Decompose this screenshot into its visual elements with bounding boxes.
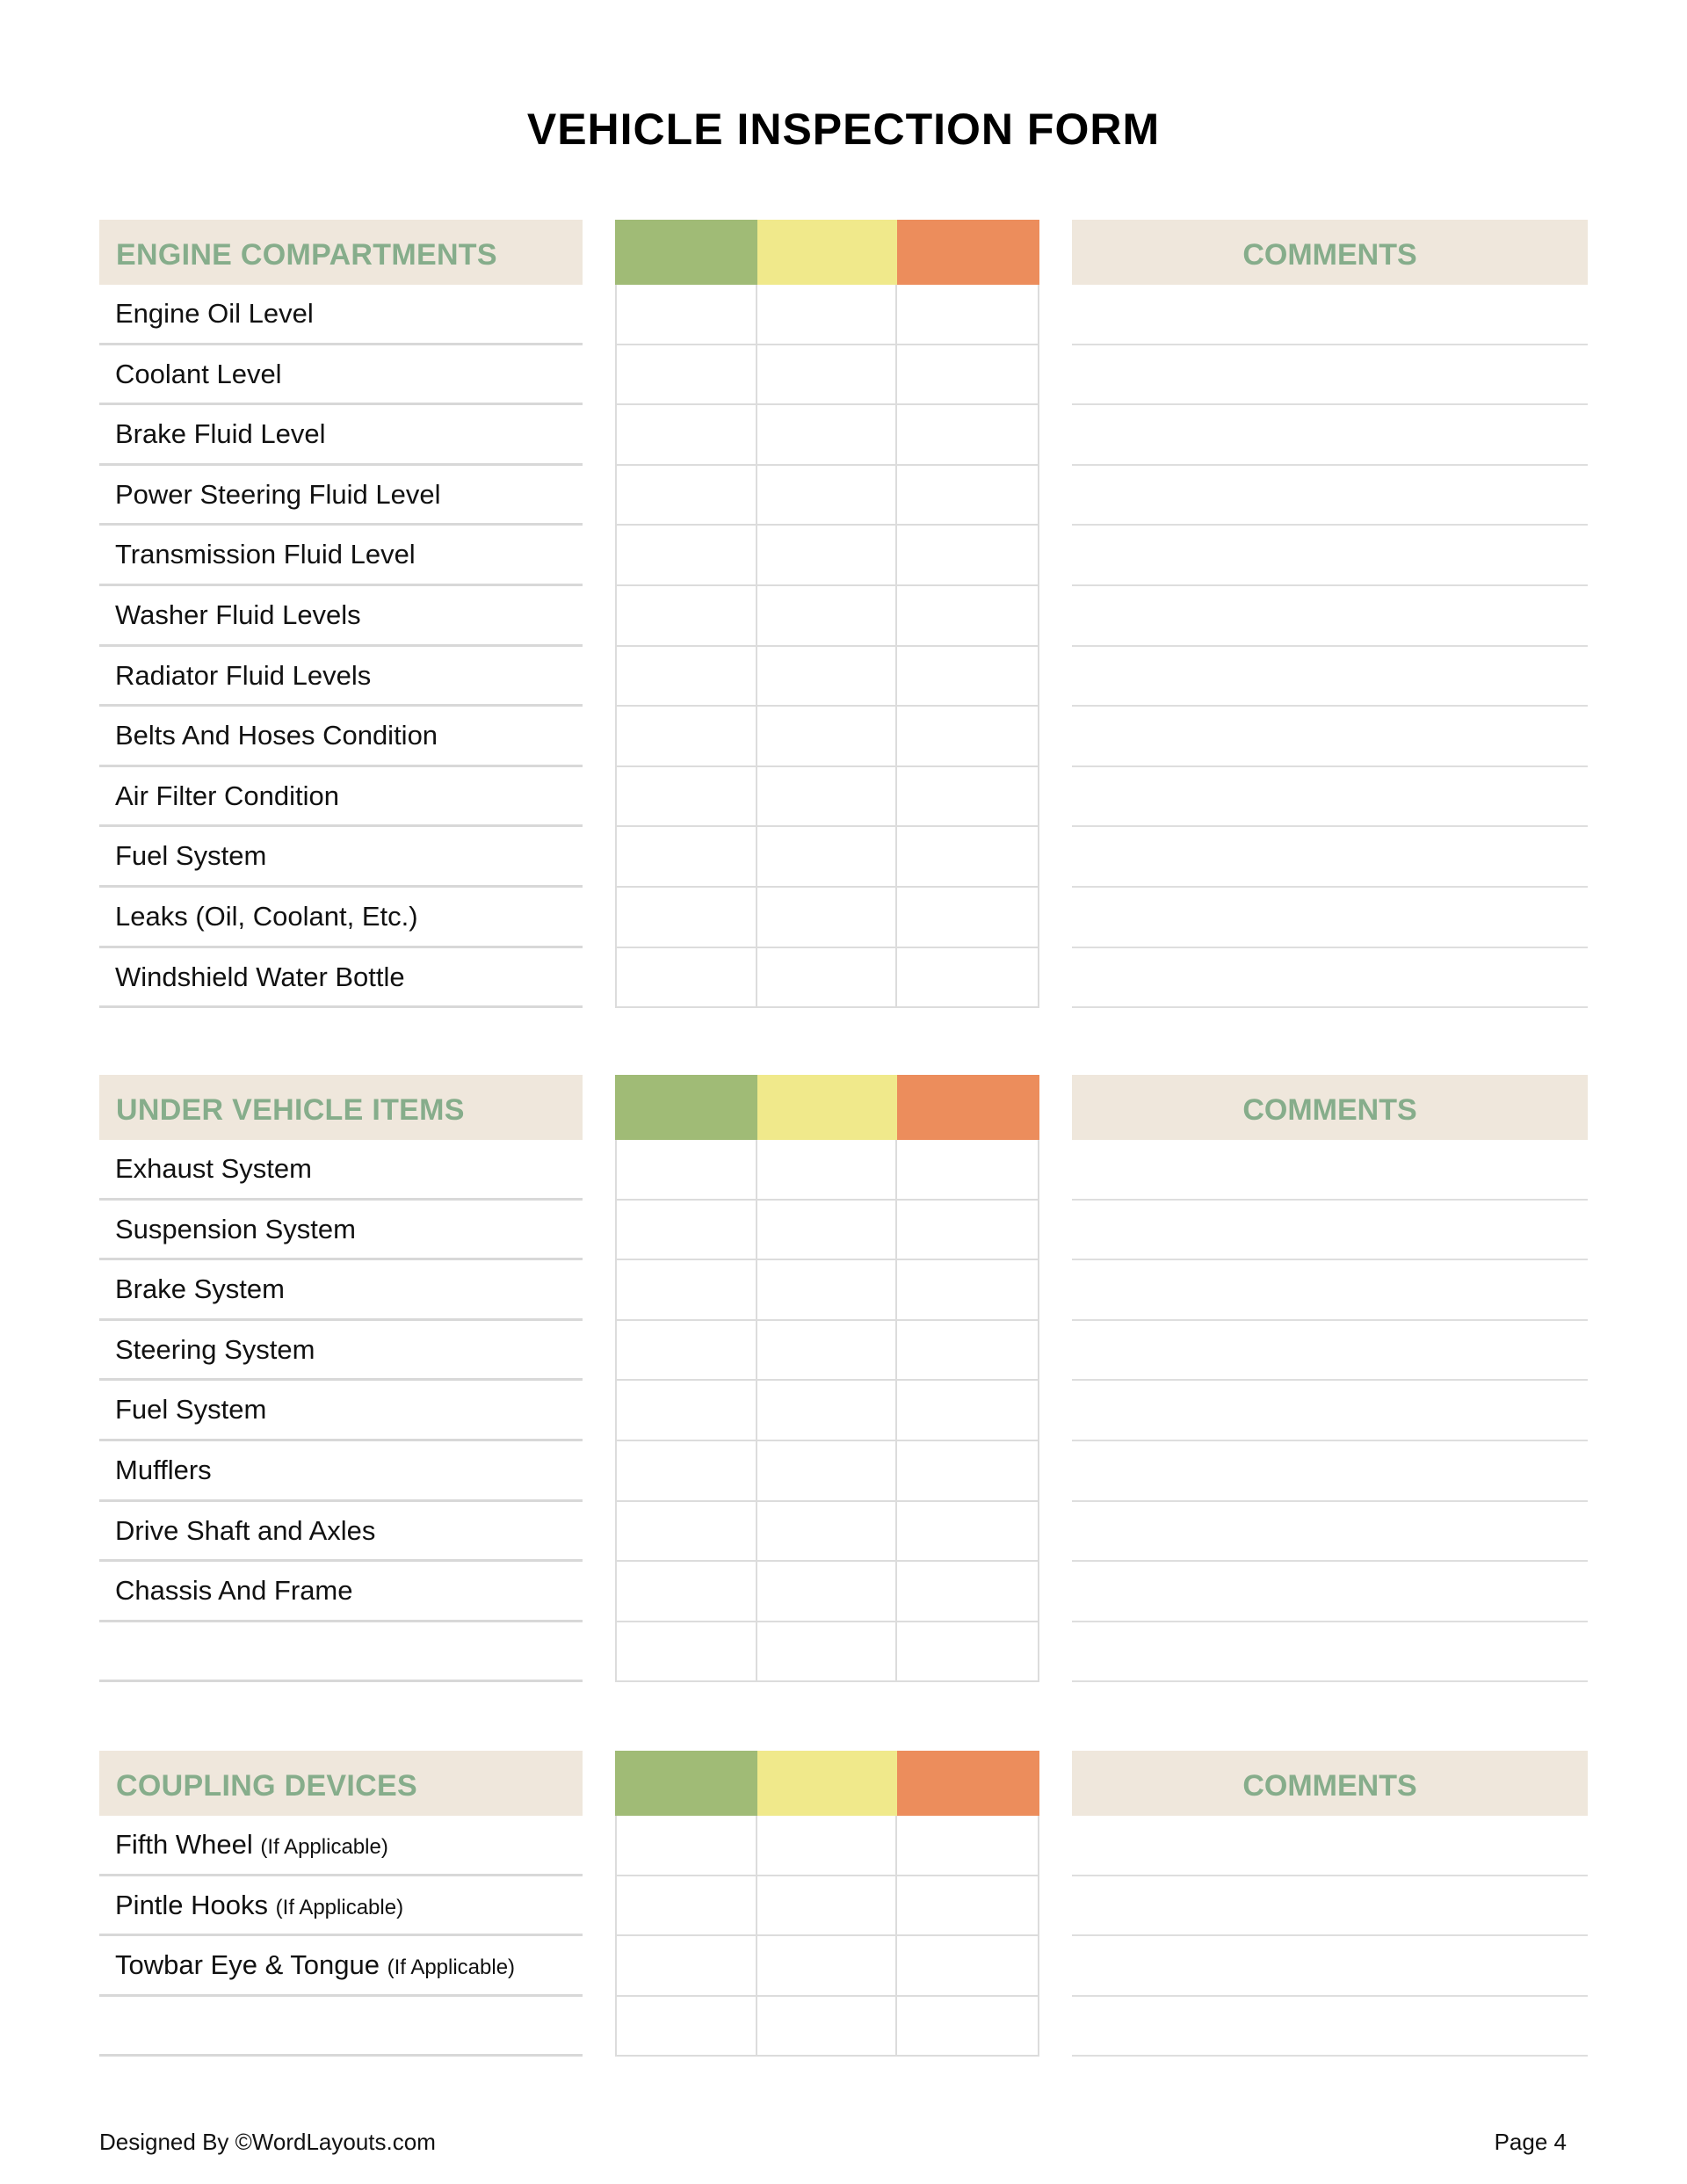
- section-heading-label: UNDER VEHICLE ITEMS: [116, 1093, 465, 1127]
- item-name: Towbar Eye & Tongue: [115, 1949, 380, 1981]
- status-fair-checkbox[interactable]: [757, 1260, 897, 1321]
- status-fair-checkbox[interactable]: [757, 466, 897, 526]
- item-name: Steering System: [115, 1333, 315, 1365]
- status-good-checkbox[interactable]: [615, 1562, 757, 1622]
- status-good-checkbox[interactable]: [615, 1260, 757, 1321]
- item-label: [115, 1455, 212, 1486]
- table-row: [0, 1441, 1687, 1502]
- item-label: [115, 1829, 388, 1861]
- status-fair-checkbox[interactable]: [757, 1381, 897, 1441]
- item-rows: [0, 1140, 1687, 1682]
- status-fair-checkbox[interactable]: [757, 1622, 897, 1683]
- comment-field[interactable]: [1072, 1997, 1588, 2057]
- status-poor-checkbox[interactable]: [897, 586, 1039, 647]
- status-cells: [615, 1441, 1039, 1502]
- table-row: [0, 1201, 1687, 1261]
- status-poor-swatch: [897, 1751, 1039, 1816]
- item-label-cell: [99, 767, 583, 828]
- status-good-checkbox[interactable]: [615, 345, 757, 406]
- item-label-cell: [99, 1441, 583, 1502]
- comment-field[interactable]: [1072, 767, 1588, 828]
- table-row: [0, 1562, 1687, 1622]
- comments-heading-label: COMMENTS: [1242, 1093, 1417, 1127]
- status-cells: [615, 1936, 1039, 1997]
- status-poor-checkbox[interactable]: [897, 1997, 1039, 2057]
- table-row: [0, 526, 1687, 586]
- status-cells: [615, 1876, 1039, 1937]
- item-label-cell: [99, 1562, 583, 1622]
- comments-heading: [1072, 1075, 1588, 1140]
- item-label: [115, 418, 326, 450]
- status-good-checkbox[interactable]: [615, 1502, 757, 1563]
- status-poor-checkbox[interactable]: [897, 405, 1039, 466]
- item-name: Fuel System: [115, 1394, 267, 1426]
- status-good-checkbox[interactable]: [615, 948, 757, 1009]
- table-row: [0, 1140, 1687, 1201]
- table-row: [0, 466, 1687, 526]
- item-label: [115, 359, 282, 390]
- item-label-cell: [99, 405, 583, 466]
- comments-heading: [1072, 220, 1588, 285]
- item-name: Windshield Water Bottle: [115, 961, 405, 992]
- item-name: Pintle Hooks: [115, 1889, 269, 1920]
- status-good-checkbox[interactable]: [615, 285, 757, 345]
- status-cells: [615, 888, 1039, 948]
- item-label-cell: [99, 707, 583, 767]
- item-label-cell: [99, 1876, 583, 1937]
- status-poor-checkbox[interactable]: [897, 1876, 1039, 1937]
- section-heading: [99, 1751, 583, 1816]
- item-label-cell: [99, 285, 583, 345]
- status-poor-checkbox[interactable]: [897, 1260, 1039, 1321]
- item-label-cell: [99, 1936, 583, 1997]
- item-name: Belts And Hoses Condition: [115, 720, 438, 751]
- status-poor-swatch: [897, 1075, 1039, 1140]
- comment-field[interactable]: [1072, 285, 1588, 345]
- item-label-cell: [99, 948, 583, 1009]
- item-label: [115, 1515, 375, 1547]
- status-color-header: [615, 1075, 1039, 1140]
- status-fair-checkbox[interactable]: [757, 888, 897, 948]
- status-good-checkbox[interactable]: [615, 526, 757, 586]
- status-cells: [615, 1816, 1039, 1876]
- status-poor-checkbox[interactable]: [897, 1321, 1039, 1382]
- status-fair-checkbox[interactable]: [757, 707, 897, 767]
- status-good-checkbox[interactable]: [615, 707, 757, 767]
- status-fair-checkbox[interactable]: [757, 1876, 897, 1937]
- section-heading: [99, 220, 583, 285]
- status-fair-checkbox[interactable]: [757, 1140, 897, 1201]
- status-good-checkbox[interactable]: [615, 1140, 757, 1201]
- table-row: [0, 405, 1687, 466]
- status-good-checkbox[interactable]: [615, 1201, 757, 1261]
- item-label-cell: [99, 466, 583, 526]
- item-label-cell: [99, 586, 583, 647]
- comment-field[interactable]: [1072, 405, 1588, 466]
- item-name: Leaks (Oil, Coolant, Etc.): [115, 900, 418, 932]
- status-color-header: [615, 1751, 1039, 1816]
- item-label: [115, 1890, 403, 1921]
- item-label: [115, 1394, 266, 1426]
- status-good-checkbox[interactable]: [615, 827, 757, 888]
- status-cells: [615, 345, 1039, 406]
- item-label-cell: [99, 888, 583, 948]
- status-cells: [615, 1140, 1039, 1201]
- status-cells: [615, 1260, 1039, 1321]
- item-label: [115, 599, 361, 631]
- table-row: [0, 345, 1687, 406]
- comment-field[interactable]: [1072, 948, 1588, 1009]
- status-poor-checkbox[interactable]: [897, 1502, 1039, 1563]
- comment-field[interactable]: [1072, 1562, 1588, 1622]
- status-good-checkbox[interactable]: [615, 405, 757, 466]
- status-poor-checkbox[interactable]: [897, 1201, 1039, 1261]
- item-label: [115, 901, 418, 932]
- status-good-checkbox[interactable]: [615, 1816, 757, 1876]
- comment-field[interactable]: [1072, 1441, 1588, 1502]
- table-row: [0, 1381, 1687, 1441]
- page-title: VEHICLE INSPECTION FORM: [526, 105, 1161, 154]
- status-cells: [615, 948, 1039, 1009]
- table-row: [0, 586, 1687, 647]
- status-fair-checkbox[interactable]: [757, 345, 897, 406]
- table-row: [0, 827, 1687, 888]
- status-good-checkbox[interactable]: [615, 767, 757, 828]
- table-row: [0, 1622, 1687, 1683]
- status-fair-checkbox[interactable]: [757, 1201, 897, 1261]
- page-number: Page 4: [1494, 2129, 1567, 2155]
- status-cells: [615, 647, 1039, 707]
- table-row: [0, 1936, 1687, 1997]
- item-name: Brake System: [115, 1273, 285, 1305]
- status-good-checkbox[interactable]: [615, 466, 757, 526]
- item-label-cell: [99, 1321, 583, 1382]
- status-poor-checkbox[interactable]: [897, 647, 1039, 707]
- status-cells: [615, 285, 1039, 345]
- footer-credit: Designed By ©WordLayouts.com: [99, 2129, 436, 2155]
- comment-field[interactable]: [1072, 1622, 1588, 1683]
- status-poor-checkbox[interactable]: [897, 1140, 1039, 1201]
- item-name: Washer Fluid Levels: [115, 599, 361, 630]
- comment-field[interactable]: [1072, 526, 1588, 586]
- item-label-cell: [99, 1201, 583, 1261]
- item-note: (If Applicable): [275, 1895, 404, 1919]
- status-cells: [615, 1201, 1039, 1261]
- item-rows: [0, 1816, 1687, 2057]
- status-cells: [615, 767, 1039, 828]
- section-heading-label: ENGINE COMPARTMENTS: [116, 238, 497, 272]
- status-poor-checkbox[interactable]: [897, 1562, 1039, 1622]
- item-label-cell: [99, 1140, 583, 1201]
- status-poor-checkbox[interactable]: [897, 888, 1039, 948]
- item-label: [115, 1273, 285, 1305]
- status-cells: [615, 1997, 1039, 2057]
- status-poor-checkbox[interactable]: [897, 345, 1039, 406]
- status-poor-checkbox[interactable]: [897, 1622, 1039, 1683]
- status-fair-checkbox[interactable]: [757, 1441, 897, 1502]
- status-cells: [615, 526, 1039, 586]
- table-row: [0, 1321, 1687, 1382]
- item-label: [115, 1153, 312, 1185]
- comment-field[interactable]: [1072, 1201, 1588, 1261]
- item-name: Exhaust System: [115, 1153, 312, 1184]
- status-fair-checkbox[interactable]: [757, 405, 897, 466]
- comment-field[interactable]: [1072, 888, 1588, 948]
- comment-field[interactable]: [1072, 1502, 1588, 1563]
- status-fair-checkbox[interactable]: [757, 948, 897, 1009]
- status-cells: [615, 405, 1039, 466]
- table-row: [0, 1260, 1687, 1321]
- comment-field[interactable]: [1072, 1936, 1588, 1997]
- comment-field[interactable]: [1072, 827, 1588, 888]
- status-good-checkbox[interactable]: [615, 647, 757, 707]
- status-fair-checkbox[interactable]: [757, 526, 897, 586]
- status-good-checkbox[interactable]: [615, 1936, 757, 1997]
- item-name: Air Filter Condition: [115, 780, 339, 811]
- status-fair-checkbox[interactable]: [757, 647, 897, 707]
- comment-field[interactable]: [1072, 466, 1588, 526]
- status-fair-checkbox[interactable]: [757, 1502, 897, 1563]
- item-name: Brake Fluid Level: [115, 418, 326, 450]
- item-label-cell: [99, 647, 583, 707]
- item-name: Radiator Fluid Levels: [115, 659, 372, 691]
- comments-heading-label: COMMENTS: [1242, 238, 1417, 272]
- status-good-checkbox[interactable]: [615, 1321, 757, 1382]
- status-good-checkbox[interactable]: [615, 888, 757, 948]
- status-fair-checkbox[interactable]: [757, 827, 897, 888]
- item-label-cell: [99, 1260, 583, 1321]
- item-label-cell: [99, 827, 583, 888]
- table-row: [0, 1876, 1687, 1937]
- item-label-cell: [99, 1502, 583, 1563]
- item-label: [115, 660, 371, 692]
- table-row: [0, 647, 1687, 707]
- item-label: [115, 720, 438, 751]
- item-label: [115, 298, 314, 330]
- comment-field[interactable]: [1072, 1321, 1588, 1382]
- status-good-swatch: [615, 1751, 757, 1816]
- status-poor-checkbox[interactable]: [897, 827, 1039, 888]
- status-poor-checkbox[interactable]: [897, 1936, 1039, 1997]
- comments-heading-label: COMMENTS: [1242, 1769, 1417, 1803]
- item-label: [115, 961, 405, 993]
- item-label: [115, 1949, 515, 1981]
- status-cells: [615, 1502, 1039, 1563]
- item-label-cell: [99, 1622, 583, 1683]
- item-name: Chassis And Frame: [115, 1575, 353, 1607]
- comment-field[interactable]: [1072, 647, 1588, 707]
- status-poor-checkbox[interactable]: [897, 1441, 1039, 1502]
- item-label-cell: [99, 345, 583, 406]
- item-label: [115, 840, 266, 872]
- table-row: [0, 1816, 1687, 1876]
- status-cells: [615, 827, 1039, 888]
- item-name: Fifth Wheel: [115, 1829, 253, 1860]
- comments-heading: [1072, 1751, 1588, 1816]
- status-good-checkbox[interactable]: [615, 1622, 757, 1683]
- item-rows: [0, 285, 1687, 1008]
- status-fair-checkbox[interactable]: [757, 586, 897, 647]
- status-color-header: [615, 220, 1039, 285]
- comment-field[interactable]: [1072, 586, 1588, 647]
- status-fair-checkbox[interactable]: [757, 1321, 897, 1382]
- table-row: [0, 707, 1687, 767]
- item-name: Mufflers: [115, 1454, 212, 1485]
- status-poor-checkbox[interactable]: [897, 466, 1039, 526]
- item-label-cell: [99, 526, 583, 586]
- status-cells: [615, 707, 1039, 767]
- status-fair-checkbox[interactable]: [757, 1997, 897, 2057]
- item-note: (If Applicable): [387, 1955, 516, 1980]
- status-good-swatch: [615, 1075, 757, 1140]
- status-cells: [615, 1562, 1039, 1622]
- table-row: [0, 767, 1687, 828]
- status-cells: [615, 466, 1039, 526]
- item-name: Coolant Level: [115, 358, 282, 389]
- status-good-checkbox[interactable]: [615, 1381, 757, 1441]
- status-fair-checkbox[interactable]: [757, 1562, 897, 1622]
- status-fair-checkbox[interactable]: [757, 1936, 897, 1997]
- status-fair-swatch: [757, 1075, 897, 1140]
- item-label: [115, 780, 339, 812]
- comment-field[interactable]: [1072, 1140, 1588, 1201]
- item-name: Power Steering Fluid Level: [115, 478, 441, 510]
- status-poor-swatch: [897, 220, 1039, 285]
- status-good-checkbox[interactable]: [615, 1441, 757, 1502]
- status-poor-checkbox[interactable]: [897, 1816, 1039, 1876]
- item-name: Fuel System: [115, 840, 267, 872]
- item-label-cell: [99, 1816, 583, 1876]
- status-cells: [615, 1321, 1039, 1382]
- status-good-checkbox[interactable]: [615, 1997, 757, 2057]
- item-label-cell: [99, 1381, 583, 1441]
- comment-field[interactable]: [1072, 1381, 1588, 1441]
- status-fair-swatch: [757, 1751, 897, 1816]
- section-heading-label: COUPLING DEVICES: [116, 1769, 417, 1803]
- table-row: [0, 888, 1687, 948]
- status-fair-checkbox[interactable]: [757, 285, 897, 345]
- status-fair-swatch: [757, 220, 897, 285]
- status-cells: [615, 1381, 1039, 1441]
- item-label-cell: [99, 1997, 583, 2057]
- table-row: [0, 948, 1687, 1009]
- comment-field[interactable]: [1072, 1876, 1588, 1937]
- status-poor-checkbox[interactable]: [897, 948, 1039, 1009]
- status-poor-checkbox[interactable]: [897, 1381, 1039, 1441]
- table-row: [0, 1997, 1687, 2057]
- table-row: [0, 285, 1687, 345]
- item-label: [115, 479, 440, 511]
- comment-field[interactable]: [1072, 1816, 1588, 1876]
- item-label: [115, 1334, 315, 1366]
- item-name: Suspension System: [115, 1213, 356, 1244]
- comment-field[interactable]: [1072, 1260, 1588, 1321]
- item-label: [115, 539, 416, 570]
- status-fair-checkbox[interactable]: [757, 767, 897, 828]
- status-cells: [615, 1622, 1039, 1683]
- status-good-checkbox[interactable]: [615, 586, 757, 647]
- status-poor-checkbox[interactable]: [897, 526, 1039, 586]
- comment-field[interactable]: [1072, 345, 1588, 406]
- status-cells: [615, 586, 1039, 647]
- item-label: [115, 1575, 353, 1607]
- item-note: (If Applicable): [260, 1835, 388, 1859]
- table-row: [0, 1502, 1687, 1563]
- item-name: Drive Shaft and Axles: [115, 1514, 376, 1546]
- status-good-swatch: [615, 220, 757, 285]
- status-fair-checkbox[interactable]: [757, 1816, 897, 1876]
- item-name: Transmission Fluid Level: [115, 539, 416, 570]
- status-poor-checkbox[interactable]: [897, 285, 1039, 345]
- section-heading: [99, 1075, 583, 1140]
- item-name: Engine Oil Level: [115, 298, 314, 329]
- comment-field[interactable]: [1072, 707, 1588, 767]
- status-poor-checkbox[interactable]: [897, 707, 1039, 767]
- status-poor-checkbox[interactable]: [897, 767, 1039, 828]
- status-good-checkbox[interactable]: [615, 1876, 757, 1937]
- item-label: [115, 1214, 356, 1245]
